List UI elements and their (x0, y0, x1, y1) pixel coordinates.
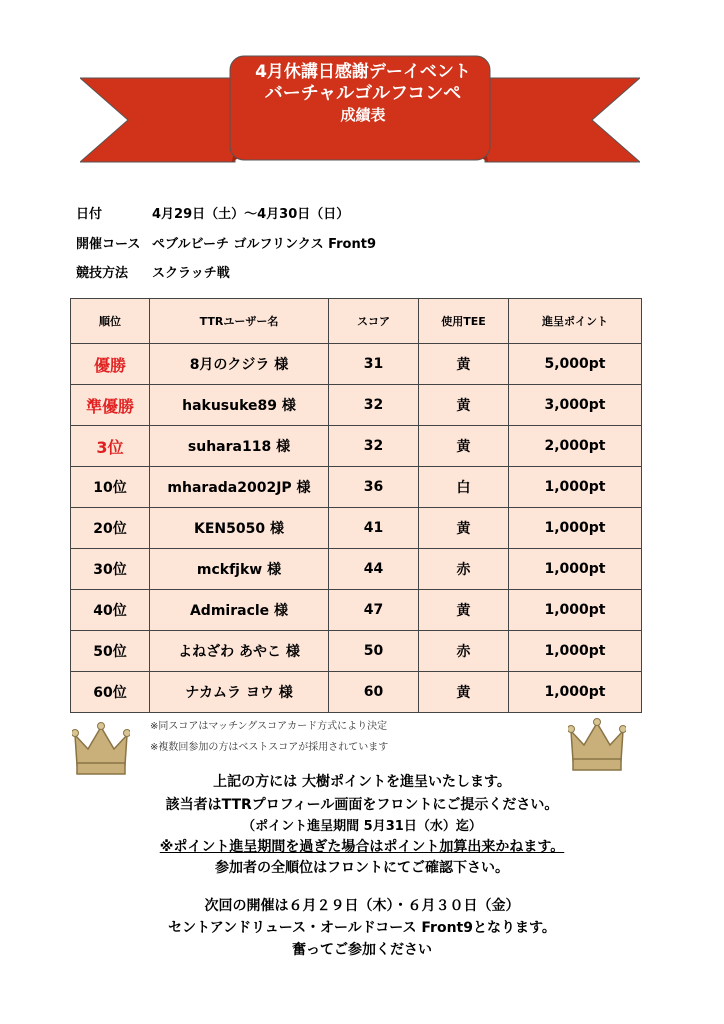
date-value: 4月29日（土）～4月30日（日） (152, 207, 350, 222)
tee-cell: 白 (419, 467, 509, 508)
info-course (76, 233, 376, 252)
closing-line-1: 上記の方には 大樹ポイントを進呈いたします。 (213, 774, 511, 790)
method-value: スクラッチ戦 (152, 266, 230, 281)
score-cell: 60 (329, 672, 419, 713)
closing-line-6: 次回の開催は６月２９日（木）・６月３０日（金） (204, 898, 520, 914)
tee-cell: 赤 (419, 549, 509, 590)
table-row (71, 672, 642, 713)
rank-cell: 3位 (71, 426, 150, 467)
name-cell: ナカムラ ヨウ 様 (150, 672, 329, 713)
name-cell: mckfjkw 様 (150, 549, 329, 590)
points-cell: 1,000pt (509, 672, 642, 713)
points-cell: 1,000pt (509, 549, 642, 590)
tee-cell: 黄 (419, 426, 509, 467)
closing-line-4 (0, 836, 724, 856)
note-tie-rule: ※同スコアはマッチングスコアカード方式により決定 (150, 721, 388, 732)
closing-line-3: （ポイント進呈期間 5月31日（水）迄） (242, 819, 482, 834)
tee-cell: 黄 (419, 344, 509, 385)
name-cell: mharada2002JP 様 (150, 467, 329, 508)
name-cell: 8月のクジラ 様 (150, 344, 329, 385)
points-cell: 1,000pt (509, 590, 642, 631)
points-cell: 2,000pt (509, 426, 642, 467)
table-row (71, 549, 642, 590)
info-date (76, 203, 349, 222)
score-cell: 32 (329, 385, 419, 426)
crown-icon-left (72, 721, 130, 777)
table-row (71, 590, 642, 631)
date-label: 日付 (76, 207, 103, 222)
course-label: 開催コース (76, 237, 141, 252)
table-header-row (71, 299, 642, 344)
score-cell: 36 (329, 467, 419, 508)
table-row (71, 467, 642, 508)
rank-cell: 60位 (71, 672, 150, 713)
table-row (71, 508, 642, 549)
info-method (76, 262, 230, 281)
banner-line-1: 4月休講日感謝デーイベント (255, 62, 471, 82)
course-value: ペブルビーチ ゴルフリンクス Front9 (152, 237, 377, 252)
crown-icon-right (568, 717, 626, 773)
rank-cell: 10位 (71, 467, 150, 508)
table-row (71, 344, 642, 385)
rank-cell: 準優勝 (71, 385, 150, 426)
note-multiple-entries: ※複数回参加の方はベストスコアが採用されています (150, 742, 389, 753)
closing-warning: ※ポイント進呈期間を過ぎた場合はポイント加算出来かねます。 (159, 839, 565, 855)
name-cell: suhara118 様 (150, 426, 329, 467)
tee-cell: 黄 (419, 672, 509, 713)
tee-cell: 黄 (419, 385, 509, 426)
header-rank: 順位 (71, 299, 150, 344)
score-cell: 47 (329, 590, 419, 631)
name-cell: KEN5050 様 (150, 508, 329, 549)
tee-cell: 赤 (419, 631, 509, 672)
score-cell: 44 (329, 549, 419, 590)
banner-line-3: 成績表 (340, 105, 386, 124)
rank-cell: 40位 (71, 590, 150, 631)
closing-line-8: 奮ってご参加ください (292, 942, 432, 958)
rank-cell: 50位 (71, 631, 150, 672)
name-cell: Admiracle 様 (150, 590, 329, 631)
closing-line-5: 参加者の全順位はフロントにてご確認下さい。 (215, 860, 509, 876)
method-label: 競技方法 (76, 266, 129, 281)
score-cell: 31 (329, 344, 419, 385)
score-cell: 41 (329, 508, 419, 549)
rank-cell: 20位 (71, 508, 150, 549)
results-table (70, 298, 642, 713)
score-cell: 32 (329, 426, 419, 467)
tee-cell: 黄 (419, 508, 509, 549)
closing-line-7: セントアンドリュース・オールドコース Front9となります。 (168, 920, 556, 936)
table-row (71, 631, 642, 672)
score-cell: 50 (329, 631, 419, 672)
rank-cell: 30位 (71, 549, 150, 590)
table-row (71, 426, 642, 467)
name-cell: hakusuke89 様 (150, 385, 329, 426)
points-cell: 3,000pt (509, 385, 642, 426)
header-username: TTRユーザー名 (150, 299, 329, 344)
points-cell: 1,000pt (509, 631, 642, 672)
header-score: スコア (329, 299, 419, 344)
points-cell: 5,000pt (509, 344, 642, 385)
tee-cell: 黄 (419, 590, 509, 631)
points-cell: 1,000pt (509, 508, 642, 549)
rank-cell: 優勝 (71, 344, 150, 385)
points-cell: 1,000pt (509, 467, 642, 508)
table-row (71, 385, 642, 426)
header-tee: 使用TEE (419, 299, 509, 344)
name-cell: よねざわ あやこ 様 (150, 631, 329, 672)
banner-line-2: バーチャルゴルフコンペ (264, 83, 462, 105)
closing-line-2: 該当者はTTRプロフィール画面をフロントにご提示ください。 (165, 797, 559, 813)
header-points: 進呈ポイント (509, 299, 642, 344)
banner-title (232, 62, 494, 125)
